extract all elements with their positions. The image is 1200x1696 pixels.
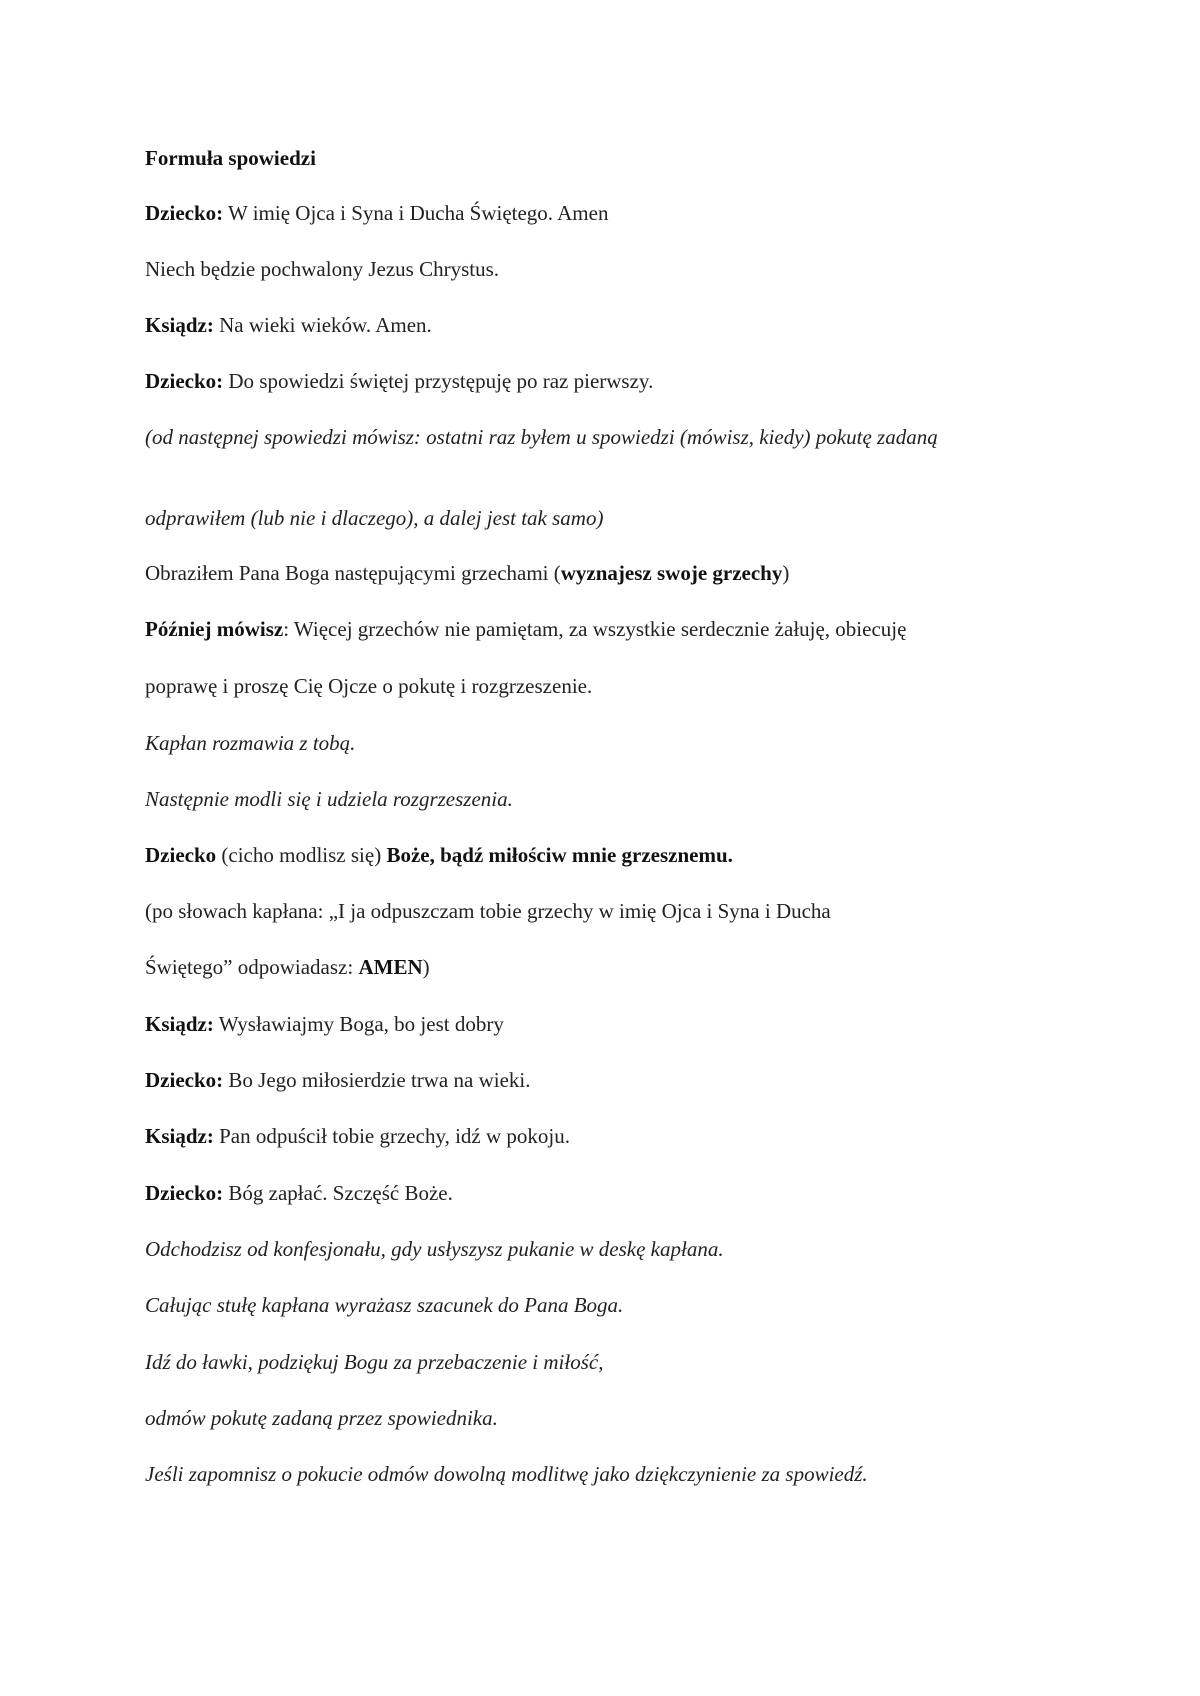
- italic-text: Całując stułę kapłana wyrażasz szacunek do Pana Boga.: [145, 1293, 624, 1317]
- document-line: [145, 1123, 570, 1149]
- document-title: [145, 145, 316, 171]
- bold-text: Dziecko:: [145, 1181, 224, 1205]
- italic-text: Idź do ławki, podziękuj Bogu za przebaczenie i miłość,: [145, 1350, 604, 1374]
- text-run: Pan odpuścił tobie grzechy, idź w pokoju.: [213, 1124, 570, 1148]
- document-line: [145, 1405, 498, 1431]
- text-run: : Więcej grzechów nie pamiętam, za wszystkie serdecznie żałuję, obiecuję: [283, 617, 907, 641]
- bold-text: Ksiądz:: [145, 1124, 214, 1148]
- text-run: Wysławiajmy Boga, bo jest dobry: [213, 1012, 504, 1036]
- italic-text: odmów pokutę zadaną przez spowiednika.: [145, 1406, 498, 1430]
- bold-text: Dziecko:: [145, 201, 224, 225]
- text-run: Bo Jego miłosierdzie trwa na wieki.: [223, 1068, 531, 1092]
- bold-text: AMEN: [358, 955, 423, 979]
- text-run: W imię Ojca i Syna i Ducha Świętego. Amen: [223, 201, 609, 225]
- italic-text: Jeśli zapomnisz o pokucie odmów dowolną modlitwę jako dziękczynienie za spowiedź.: [145, 1462, 868, 1486]
- document-line: [145, 560, 789, 586]
- document-line: [145, 673, 592, 699]
- text-run: Na wieki wieków. Amen.: [213, 313, 432, 337]
- text-run: Świętego” odpowiadasz:: [145, 955, 359, 979]
- document-line: [145, 312, 432, 338]
- bold-text: Później mówisz: [145, 617, 284, 641]
- bold-text: Ksiądz:: [145, 313, 214, 337]
- document-line: [145, 616, 906, 642]
- document-line: [145, 1349, 603, 1375]
- text-run: (cicho modlisz się): [216, 843, 387, 867]
- italic-text: odprawiłem (lub nie i dlaczego), a dalej jest tak samo): [145, 506, 604, 530]
- document-line: [145, 954, 430, 980]
- italic-text: (od następnej spowiedzi mówisz: ostatni raz byłem u spowiedzi (mówisz, kiedy) pokutę zadaną: [145, 425, 938, 449]
- italic-text: Następnie modli się i udziela rozgrzeszenia.: [145, 787, 513, 811]
- document-line: [145, 505, 603, 531]
- bold-text: Dziecko:: [145, 1068, 224, 1092]
- text-run: ): [782, 561, 790, 585]
- text-run: Do spowiedzi świętej przystępuję po raz pierwszy.: [223, 369, 654, 393]
- document-line: [145, 842, 733, 868]
- italic-text: Kapłan rozmawia z tobą.: [145, 731, 356, 755]
- document-line: [145, 1067, 530, 1093]
- text-run: Bóg zapłać. Szczęść Boże.: [223, 1181, 453, 1205]
- document-line: [145, 368, 653, 394]
- bold-text: Dziecko: [145, 843, 217, 867]
- text-run: ): [422, 955, 430, 979]
- bold-text: Dziecko:: [145, 369, 224, 393]
- text-run: Niech będzie pochwalony Jezus Chrystus.: [145, 257, 499, 281]
- text-run: poprawę i proszę Cię Ojcze o pokutę i rozgrzeszenie.: [145, 674, 593, 698]
- document-line: [145, 898, 831, 924]
- document-line: [145, 730, 355, 756]
- document-line: [145, 1461, 868, 1487]
- bold-text: wyznajesz swoje grzechy: [560, 561, 783, 585]
- document-line: [145, 424, 1045, 450]
- document-line: [145, 200, 608, 226]
- italic-text: Odchodzisz od konfesjonału, gdy usłyszysz pukanie w deskę kapłana.: [145, 1237, 724, 1261]
- bold-text: Ksiądz:: [145, 1012, 214, 1036]
- document-line: [145, 256, 499, 282]
- document-line: [145, 1180, 453, 1206]
- title-text: Formuła spowiedzi: [145, 146, 316, 170]
- document-line: [145, 1292, 623, 1318]
- text-run: (po słowach kapłana: „I ja odpuszczam tobie grzechy w imię Ojca i Syna i Ducha: [145, 899, 831, 923]
- bold-text: Boże, bądź miłościw mnie grzesznemu.: [386, 843, 733, 867]
- text-run: Obraziłem Pana Boga następującymi grzechami (: [145, 561, 561, 585]
- document-line: [145, 1236, 724, 1262]
- document-line: [145, 1011, 504, 1037]
- document-line: [145, 786, 513, 812]
